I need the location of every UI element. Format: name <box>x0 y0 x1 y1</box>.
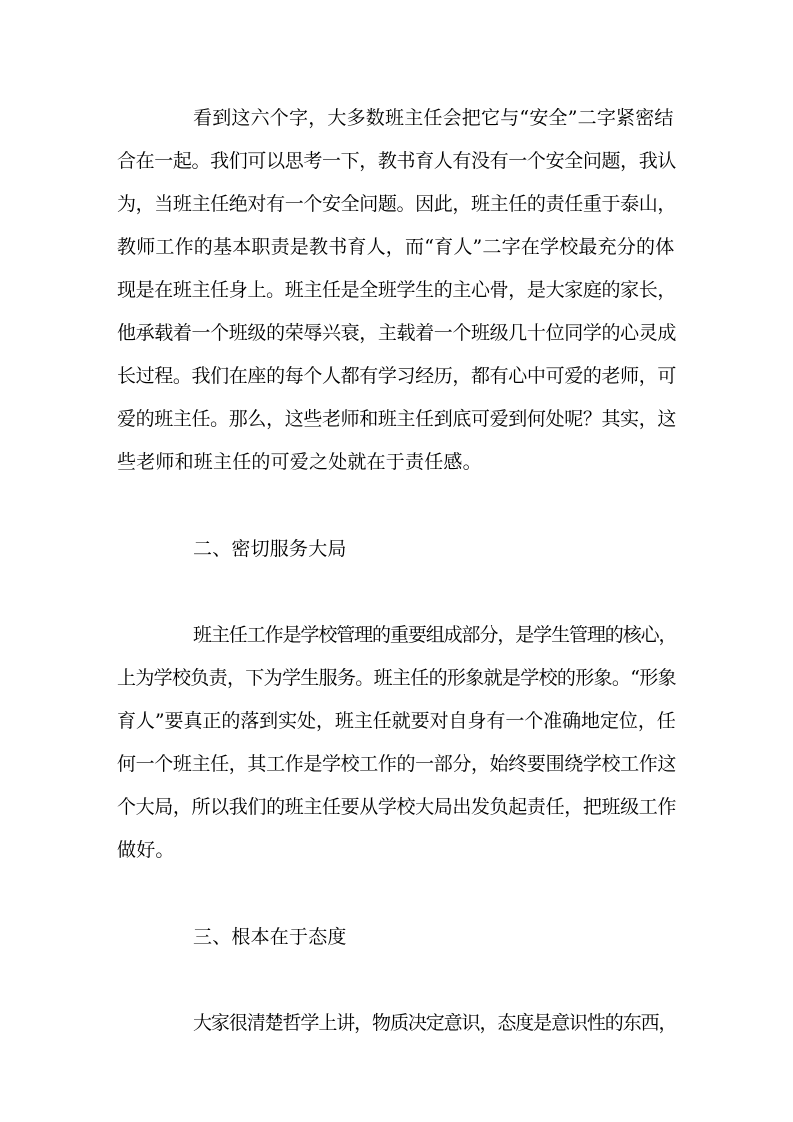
paragraph-line: 个大局，所以我们的班主任要从学校大局出发负起责任，把班级工作 <box>117 796 677 818</box>
paragraph-line: 做好。 <box>117 839 175 861</box>
paragraph-line: 长过程。我们在座的每个人都有学习经历，都有心中可爱的老师，可 <box>117 365 677 387</box>
paragraph-line: 何一个班主任，其工作是学校工作的一部分，始终要围绕学校工作这 <box>117 753 677 775</box>
paragraph-line: 些老师和班主任的可爱之处就在于责任感。 <box>117 451 482 473</box>
paragraph-line: 为，当班主任绝对有一个安全问题。因此，班主任的责任重于泰山， <box>117 193 677 215</box>
section-heading-2: 二、密切服务大局 <box>193 538 347 560</box>
paragraph-line: 合在一起。我们可以思考一下，教书育人有没有一个安全问题，我认 <box>117 150 677 172</box>
paragraph-line: 爱的班主任。那么，这些老师和班主任到底可爱到何处呢？其实，这 <box>117 408 677 430</box>
paragraph-line: 育人”要真正的落到实处，班主任就要对自身有一个准确地定位，任 <box>117 710 676 732</box>
paragraph-line: 他承载着一个班级的荣辱兴衰，主载着一个班级几十位同学的心灵成 <box>117 322 677 344</box>
paragraph-line: 班主任工作是学校管理的重要组成部分，是学生管理的核心， <box>193 624 677 646</box>
paragraph-line: 上为学校负责，下为学生服务。班主任的形象就是学校的形象。“形象 <box>117 667 676 689</box>
paragraph-line: 现是在班主任身上。班主任是全班学生的主心骨，是大家庭的家长， <box>117 279 677 301</box>
paragraph-line: 大家很清楚哲学上讲，物质决定意识，态度是意识性的东西， <box>193 1012 677 1034</box>
paragraph-line: 教师工作的基本职责是教书育人，而“育人”二字在学校最充分的体 <box>117 236 675 258</box>
paragraph-line: 看到这六个字，大多数班主任会把它与“安全”二字紧密结 <box>193 107 674 129</box>
section-heading-3: 三、根本在于态度 <box>193 926 347 948</box>
